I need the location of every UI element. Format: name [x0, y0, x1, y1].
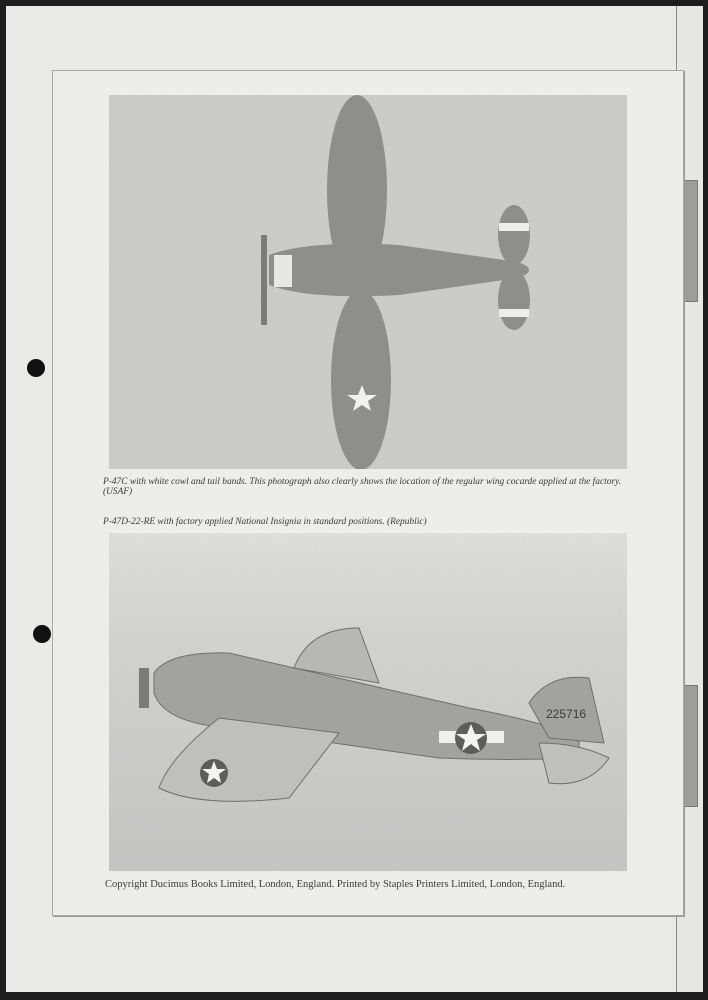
copyright-notice: Copyright Ducimus Books Limited, London, England. Printed by Staples Printers Limited, London, England.: [105, 879, 566, 890]
punch-hole-top: [27, 359, 45, 377]
white-cowl: [274, 255, 292, 287]
tail-band-top: [499, 223, 529, 231]
photo-p47c: [109, 95, 627, 469]
punch-hole-bottom: [33, 625, 51, 643]
caption-photo-2: P-47D-22-RE with factory applied National Insignia in standard positions. (Republic): [103, 517, 427, 527]
tail-number: 225716: [546, 707, 587, 721]
tail-band-bottom: [499, 309, 529, 317]
photo-p47d: [109, 533, 627, 871]
caption-photo-1: P-47C with white cowl and tail bands. This photograph also clearly shows the location of the regular wing cocarde applied at the factory. (USAF): [103, 477, 622, 497]
page-tab-top: [684, 180, 698, 302]
wing-insignia: [200, 759, 228, 787]
page-tab-bottom: [684, 685, 698, 807]
front-page: [52, 70, 684, 916]
propeller: [139, 668, 149, 708]
